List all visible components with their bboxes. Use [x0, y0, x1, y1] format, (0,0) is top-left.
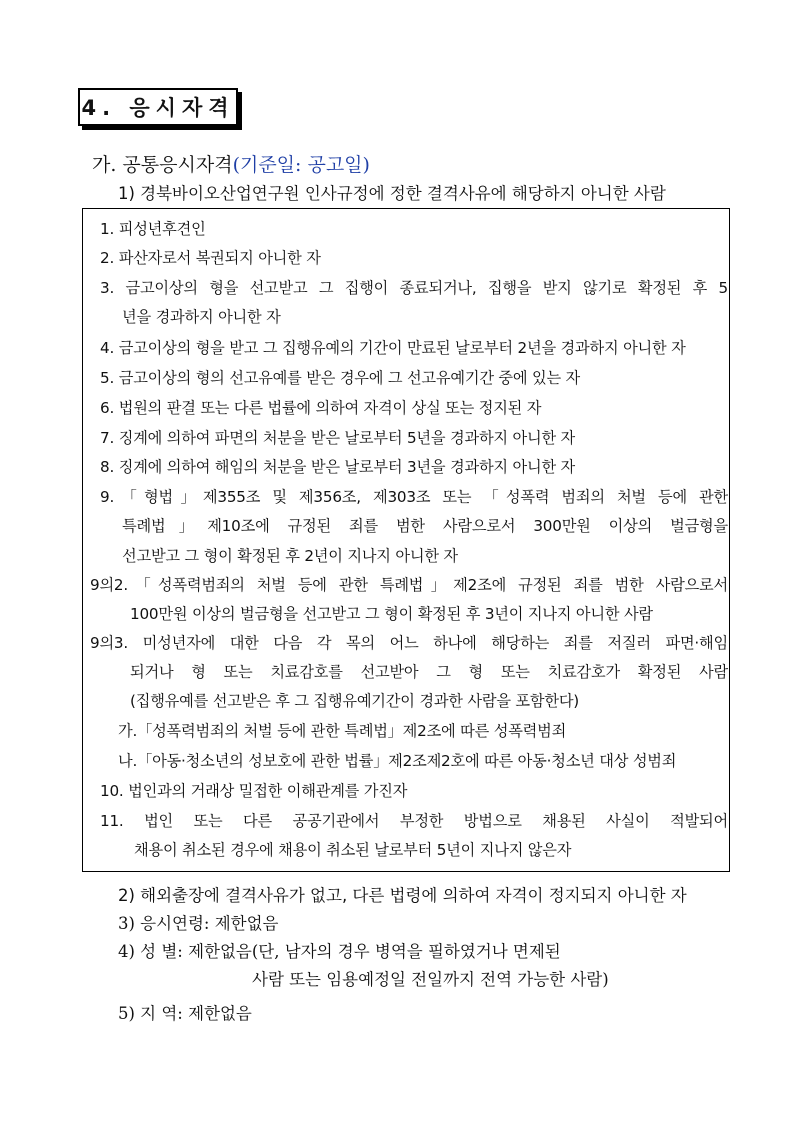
criteria-item-continued: 사람 또는 임용예정일 전일까지 전역 가능한 사람): [252, 970, 609, 989]
disqualification-item: 9의3. 미성년자에 대한 다음 각 목의 어느 하나에 해당하는 죄를 저질러 파면·해임: [90, 634, 728, 652]
disqualification-item: 1. 피성년후견인: [100, 220, 206, 238]
subsection-prefix: 가. 공통응시자격: [92, 154, 233, 176]
subsection-basis-date: (기준일: 공고일): [232, 154, 370, 176]
disqualification-subitem: 나.「아동·청소년의 성보호에 관한 법률」제2조제2호에 따른 아동·청소년 대상 성범죄: [118, 752, 677, 770]
disqualification-item: 9의2.「성폭력범죄의 처벌 등에 관한 특례법」제2조에 규정된 죄를 범한 사람으로서: [90, 576, 728, 594]
criteria-item: 4) 성 별: 제한없음(단, 남자의 경우 병역을 필하였거나 면제된: [118, 942, 561, 961]
disqualification-item-continued: 채용이 취소된 경우에 채용이 취소된 날로부터 5년이 지나지 않은자: [134, 841, 572, 859]
criteria-intro: 1) 경북바이오산업연구원 인사규정에 정한 결격사유에 해당하지 아니한 사람: [118, 184, 666, 203]
disqualification-item: 7. 징계에 의하여 파면의 처분을 받은 날로부터 5년을 경과하지 아니한 자: [100, 429, 576, 447]
criteria-item: 2) 해외출장에 결격사유가 없고, 다른 법령에 의하여 자격이 정지되지 아니한 자: [118, 886, 687, 905]
disqualification-item: 5. 금고이상의 형의 선고유예를 받은 경우에 그 선고유예기간 중에 있는 자: [100, 369, 581, 387]
disqualification-item-continued: 년을 경과하지 아니한 자: [122, 308, 281, 326]
disqualification-item: 2. 파산자로서 복권되지 아니한 자: [100, 249, 321, 267]
disqualification-item: 10. 법인과의 거래상 밀접한 이해관계를 가진자: [100, 782, 408, 800]
disqualification-item-continued: 특례법」제10조에 규정된 죄를 범한 사람으로서 300만원 이상의 벌금형을: [122, 517, 728, 535]
criteria-item: 3) 응시연령: 제한없음: [118, 914, 279, 933]
disqualification-item-continued: 되거나 형 또는 치료감호를 선고받아 그 형 또는 치료감호가 확정된 사람: [130, 663, 728, 681]
disqualification-item: 6. 법원의 판결 또는 다른 법률에 의하여 자격이 상실 또는 정지된 자: [100, 399, 542, 417]
disqualification-item-continued: 선고받고 그 형이 확정된 후 2년이 지나지 아니한 자: [122, 547, 458, 565]
disqualification-item: 11. 법인 또는 다른 공공기관에서 부정한 방법으로 채용된 사실이 적발되어: [100, 812, 728, 830]
section-title: 4. 응시자격: [78, 88, 238, 126]
disqualification-subitem: 가.「성폭력범죄의 처벌 등에 관한 특례법」제2조에 따른 성폭력범죄: [118, 722, 567, 740]
disqualification-item: 8. 징계에 의하여 해임의 처분을 받은 날로부터 3년을 경과하지 아니한 자: [100, 458, 576, 476]
subsection-heading: [92, 150, 370, 177]
disqualification-item-continued: (집행유예를 선고받은 후 그 집행유예기간이 경과한 사람을 포함한다): [130, 692, 580, 710]
criteria-item: 5) 지 역: 제한없음: [118, 1004, 252, 1023]
disqualification-item: 3. 금고이상의 형을 선고받고 그 집행이 종료되거나, 집행을 받지 않기로 확정된 후 5: [100, 279, 728, 297]
disqualification-item: 9.「형법」제355조 및 제356조, 제303조 또는 「성폭력 범죄의 처벌 등에 관한: [100, 488, 728, 506]
disqualification-item: 4. 금고이상의 형을 받고 그 집행유예의 기간이 만료된 날로부터 2년을 경과하지 아니한 자: [100, 339, 686, 357]
disqualification-item-continued: 100만원 이상의 벌금형을 선고받고 그 형이 확정된 후 3년이 지나지 아니한 사람: [130, 605, 653, 623]
